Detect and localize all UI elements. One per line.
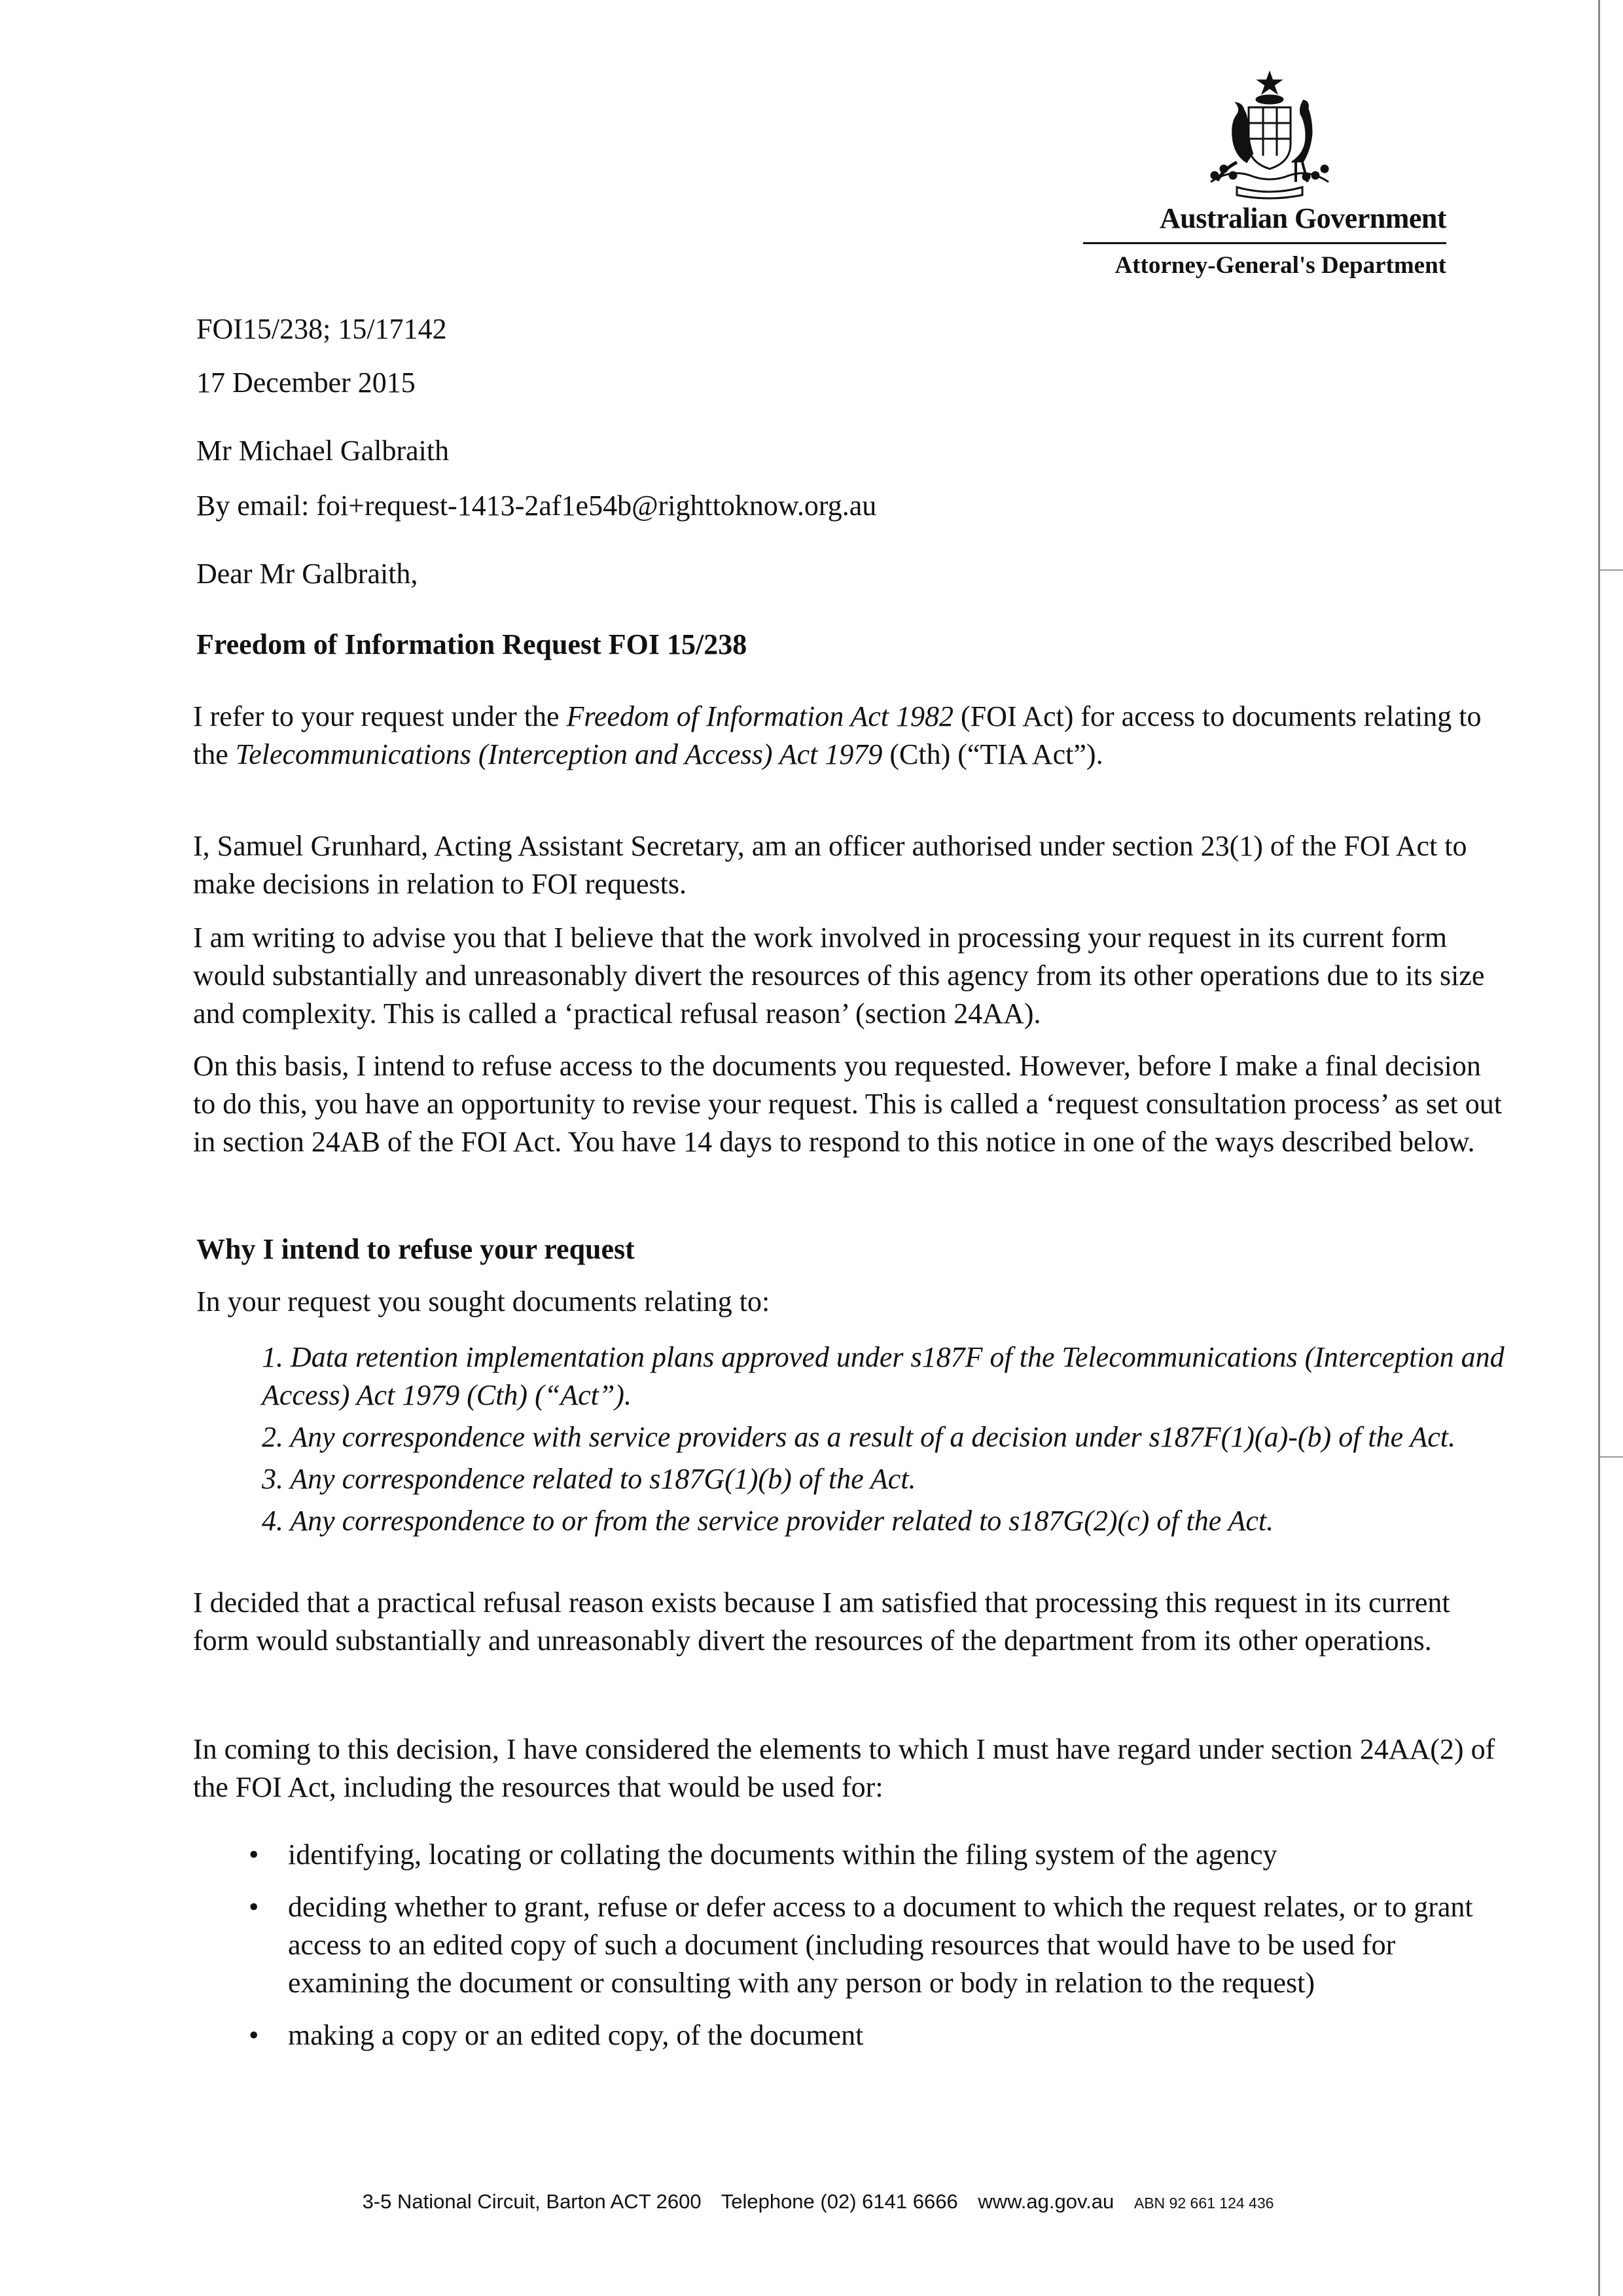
list-item: 2. Any correspondence with service providers as a result of a decision under s187F(1)(a)-(b) of the Act. (262, 1421, 1456, 1453)
commonwealth-coat-of-arms-icon (1191, 71, 1348, 202)
paragraph-consultation-process: On this basis, I intend to refuse access to the documents you requested. However, before I make a final decision to do this, you have an opportunity to revise your request. This is called a ‘request consultation process’ as set out in section 24AB of the FOI Act. You have 14 days to respond to this notice in one of the ways described below. (193, 1050, 1502, 1158)
resources-bullet-list (216, 1836, 1499, 2069)
recipient-email: By email: foi+request-1413-2af1e54b@righttoknow.org.au (196, 490, 877, 522)
requested-documents-list (262, 1338, 1505, 1544)
letter-footer (196, 2190, 1440, 2214)
bullet-icon: • (249, 2019, 259, 2051)
recipient-name: Mr Michael Galbraith (196, 435, 450, 467)
reference-number: FOI15/238; 15/17142 (196, 313, 447, 345)
list-item: 4. Any correspondence to or from the service provider related to s187G(2)(c) of the Act. (262, 1505, 1274, 1537)
bullet-icon: • (249, 1891, 259, 1923)
section-heading: Why I intend to refuse your request (196, 1233, 635, 1265)
government-name: Australian Government (1159, 202, 1446, 234)
list-item: • making a copy or an edited copy, of the document (216, 2017, 1499, 2054)
department-name: Attorney-General's Department (1115, 252, 1446, 279)
letter-date: 17 December 2015 (196, 367, 416, 399)
list-item: • deciding whether to grant, refuse or defer access to a document to which the request relates, or to grant access to an edited copy of such a document (including resources that would have to be used for examining the document or consulting with any person or body in relation to the request) (216, 1888, 1499, 2002)
act-title-foi: Freedom of Information Act 1982 (566, 700, 954, 732)
subject-heading: Freedom of Information Request FOI 15/238 (196, 628, 747, 660)
footer-address: 3-5 National Circuit, Barton ACT 2600 (362, 2190, 702, 2213)
list-item: 1. Data retention implementation plans approved under s187F of the Telecommunications (Interception and Access) Act 1979 (Cth) (“Act”). (262, 1341, 1505, 1411)
list-item: • identifying, locating or collating the documents within the filing system of the agency (216, 1836, 1499, 1874)
paragraph-request-reference: I refer to your request under the Freedom of Information Act 1982 (FOI Act) for access to documents relating to the Telecommunications (Interception and Access) Act 1979 (Cth) (“TIA Act”). (193, 700, 1482, 770)
scan-mark (1599, 1456, 1623, 1458)
act-title-tia: Telecommunications (Interception and Access) Act 1979 (235, 738, 883, 770)
letterhead-divider (1083, 242, 1446, 244)
paragraph-authorised-officer: I, Samuel Grunhard, Acting Assistant Secretary, am an officer authorised under section 23(1) of the FOI Act to make decisions in relation to FOI requests. (193, 830, 1467, 900)
footer-telephone: Telephone (02) 6141 6666 (721, 2190, 958, 2213)
scan-mark (1599, 569, 1623, 571)
footer-website: www.ag.gov.au (978, 2190, 1115, 2213)
paragraph-decision: I decided that a practical refusal reason exists because I am satisfied that processing this request in its current form would substantially and unreasonably divert the resources of the department from its other operations. (193, 1587, 1450, 1657)
paragraph-considerations: In coming to this decision, I have considered the elements to which I must have regard under section 24AA(2) of the FOI Act, including the resources that would be used for: (193, 1733, 1495, 1803)
salutation: Dear Mr Galbraith, (196, 558, 418, 590)
bullet-icon: • (249, 1839, 259, 1871)
scan-edge-line (1598, 0, 1600, 2296)
list-item: 3. Any correspondence related to s187G(1)(b) of the Act. (262, 1463, 916, 1495)
section-intro: In your request you sought documents relating to: (196, 1285, 770, 1318)
paragraph-practical-refusal: I am writing to advise you that I believe that the work involved in processing your request in its current form would substantially and unreasonably divert the resources of this agency from its other operations due to its size and complexity. This is called a ‘practical refusal reason’ (section 24AA). (193, 922, 1485, 1030)
footer-abn: ABN 92 661 124 436 (1133, 2195, 1274, 2212)
